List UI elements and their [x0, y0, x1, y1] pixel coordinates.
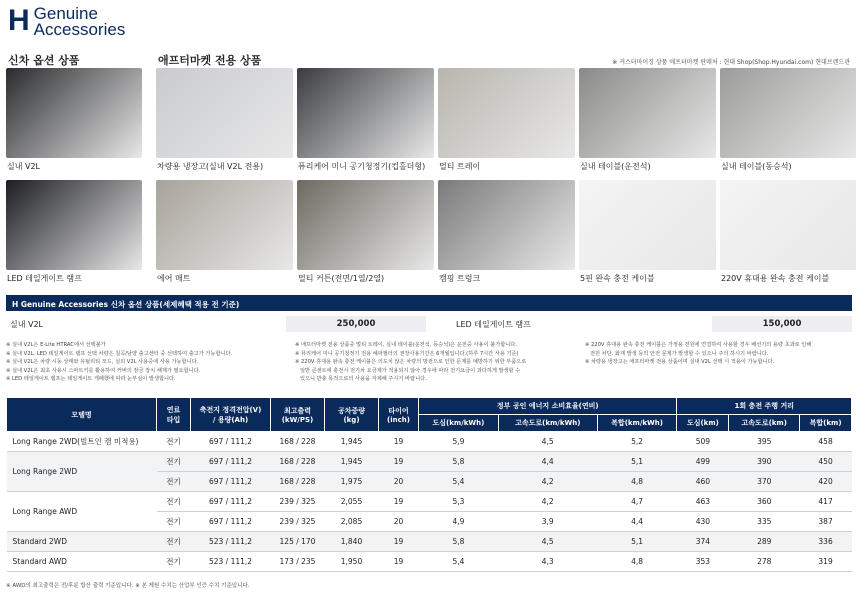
- car-fridge-photo: [156, 68, 293, 158]
- table-cell: 319: [800, 552, 852, 572]
- note-line: 일반 콘센트에 충전시 전기차 요금제가 적용되지 않아 경우에 따라 전기요금이 과다하게 발생할 수: [295, 367, 521, 374]
- table-cell: 239 / 325: [271, 512, 325, 532]
- table-cell: 417: [800, 492, 852, 512]
- air-mat-photo: [156, 180, 293, 270]
- table-cell: 20: [379, 472, 419, 492]
- note-line: ※ 220V 휴대용 완속 충전 케이블은 가정용 전원에 연결하여 사용할 경우 배선기의 용량 초과로 인해: [585, 342, 812, 348]
- table-cell: 450: [800, 452, 852, 472]
- col-comb-range: 복합(km): [800, 415, 852, 432]
- table-cell: 5,3: [419, 492, 499, 512]
- notes-factory: [6, 341, 286, 384]
- table-cell: 239 / 325: [271, 492, 325, 512]
- footnote: ※ AWD의 최고출력은 전/후륜 합산 출력 기준입니다. ※ 본 제원 수치는 산업부 인증 수치 기준입니다.: [6, 583, 250, 589]
- note-line: ※ 실내 V2L은 E-Lite HTRAC에서 선택불가: [6, 342, 106, 348]
- col-efficiency-group: 정부 공인 에너지 소비효율(연비): [419, 398, 677, 415]
- table-cell: 전기: [157, 472, 191, 492]
- product-caption: 실내 V2L: [7, 162, 41, 171]
- table-cell: 374: [677, 532, 729, 552]
- table-cell: 353: [677, 552, 729, 572]
- table-cell: 335: [729, 512, 800, 532]
- product-caption: 220V 휴대용 완속 충전 케이블: [721, 274, 830, 283]
- multi-curtain-photo: [297, 180, 434, 270]
- sales-channel-note: ※ 커스터마이징 상품 애프터마켓 판매처 : 현대 Shop(Shop.Hyundai.com) 현대브랜드관: [612, 59, 850, 66]
- table-cell: 523 / 111,2: [191, 552, 271, 572]
- table-cell: 336: [800, 532, 852, 552]
- brand-logo: [8, 6, 125, 38]
- col-fuel: 연료 타입: [157, 398, 191, 432]
- col-weight: 공차중량 (kg): [325, 398, 379, 432]
- col-comb-eff: 복합(km/kWh): [597, 415, 677, 432]
- note-line: 있으니 반충 목적으로의 사용을 자제해 주시기 바랍니다.: [295, 376, 427, 383]
- note-line: ※ 실내 V2L은 차량 시동 상태와 유틸리티 모드, 실외 V2L 사용중에 사용 가능합니다.: [6, 359, 199, 366]
- model-name: Long Range AWD: [7, 492, 157, 532]
- option-row-v2l: [6, 316, 426, 332]
- table-cell: 430: [677, 512, 729, 532]
- table-cell: 278: [729, 552, 800, 572]
- aftermarket-section-title: 애프터마켓 전용 상품: [158, 54, 262, 67]
- table-cell: 458: [800, 432, 852, 452]
- table-cell: 2,055: [325, 492, 379, 512]
- table-cell: 395: [729, 432, 800, 452]
- table-cell: 5,8: [419, 532, 499, 552]
- model-name: Long Range 2WD(빌트인 캠 미적용): [7, 432, 157, 452]
- table-cell: 1,975: [325, 472, 379, 492]
- option-label: 실내 V2L: [10, 319, 44, 329]
- camping-trunk-photo: [438, 180, 575, 270]
- col-city-eff: 도심(km/kWh): [419, 415, 499, 432]
- table-cell: 4,4: [597, 512, 677, 532]
- table-cell: 168 / 228: [271, 472, 325, 492]
- col-city-range: 도심(km): [677, 415, 729, 432]
- table-cell: 697 / 111,2: [191, 512, 271, 532]
- table-row: [7, 532, 852, 552]
- table-cell: 168 / 228: [271, 432, 325, 452]
- table-cell: 5,2: [597, 432, 677, 452]
- product-caption: 멀티 커튼(전면/1열/2열): [298, 274, 385, 283]
- option-row-tailgate-lamp: [452, 316, 852, 332]
- note-line: ※ 차량용 냉장고는 애프터마켓 전용 상품이며 실내 V2L 선택 시 적용이 가능합니다.: [585, 359, 775, 366]
- note-line: ※ 220V 휴대용 완속 충전 케이블은 의도치 않은 차량의 방전으로 인한 문제를 예방하기 위한 부품으로: [295, 359, 527, 366]
- table-cell: 4,9: [419, 512, 499, 532]
- table-cell: 1,950: [325, 552, 379, 572]
- table-cell: 370: [729, 472, 800, 492]
- product-caption: 에어 매트: [157, 274, 191, 283]
- model-name: Standard AWD: [7, 552, 157, 572]
- table-cell: 4,4: [498, 452, 597, 472]
- brand-line1: Genuine: [33, 4, 98, 23]
- table-cell: 전기: [157, 452, 191, 472]
- model-name: Standard 2WD: [7, 532, 157, 552]
- table-cell: 19: [379, 432, 419, 452]
- table-cell: 509: [677, 432, 729, 452]
- multi-tray-photo: [438, 68, 575, 158]
- col-tire: 타이어 (inch): [379, 398, 419, 432]
- portable-charging-cable-photo: [720, 180, 856, 270]
- product-caption: LED 테일게이트 램프: [7, 274, 82, 283]
- table-cell: 19: [379, 452, 419, 472]
- table-row: [7, 552, 852, 572]
- table-cell: 1,945: [325, 452, 379, 472]
- table-cell: 1,840: [325, 532, 379, 552]
- table-cell: 360: [729, 492, 800, 512]
- note-line: ※ 실내 V2L은 최초 사용시 스마트키를 활용하여 커버의 잠금 장치 해제가 필요합니다.: [6, 367, 201, 374]
- table-cell: 4,3: [498, 552, 597, 572]
- product-caption: 캠핑 트렁크: [439, 274, 481, 283]
- notes-charging: [585, 341, 853, 367]
- note-line: ※ 실내 V2L, LED 테일게이트 램프 선택 차량은 칠곡/남양 출고센터 중 선택하여 출고가 가능합니다.: [6, 350, 233, 357]
- model-name: Long Range 2WD: [7, 452, 157, 492]
- tailgate-lamp-photo: [6, 180, 142, 270]
- table-cell: 전기: [157, 512, 191, 532]
- option-price: 250,000: [286, 316, 426, 332]
- table-cell: 4,2: [498, 492, 597, 512]
- note-line: ※ LED 테일게이트 램프는 테일게이트 개폐했에 따라 눈부심이 발생합니다.: [6, 376, 176, 383]
- table-cell: 4,8: [597, 552, 677, 572]
- table-cell: 697 / 111,2: [191, 492, 271, 512]
- brand-letter: H: [8, 4, 30, 37]
- table-cell: 1,945: [325, 432, 379, 452]
- note-line: 전원 차단, 화재 발생 등의 안전 문제가 발생할 수 있으니 주의 하시기 바랍니다.: [585, 350, 769, 357]
- table-cell: 168 / 228: [271, 452, 325, 472]
- table-cell: 5,8: [419, 452, 499, 472]
- passenger-table-photo: [720, 68, 856, 158]
- spec-table: [6, 397, 852, 572]
- table-cell: 390: [729, 452, 800, 472]
- table-cell: 5,1: [597, 532, 677, 552]
- table-cell: 4,5: [498, 432, 597, 452]
- table-cell: 5,4: [419, 472, 499, 492]
- brand-line2: Accessories: [33, 20, 126, 39]
- charging-cable-5pin-photo: [579, 180, 716, 270]
- table-cell: 523 / 111,2: [191, 532, 271, 552]
- table-row: [7, 492, 852, 512]
- notes-aftermarket: [295, 341, 580, 384]
- product-caption: 실내 테이블(동승석): [721, 162, 792, 171]
- table-cell: 697 / 111,2: [191, 452, 271, 472]
- table-cell: 전기: [157, 492, 191, 512]
- col-hwy-eff: 고속도로(km/kWh): [498, 415, 597, 432]
- option-price: 150,000: [712, 316, 852, 332]
- air-purifier-photo: [297, 68, 434, 158]
- table-cell: 697 / 111,2: [191, 472, 271, 492]
- table-cell: 499: [677, 452, 729, 472]
- table-cell: 460: [677, 472, 729, 492]
- table-cell: 4,2: [498, 472, 597, 492]
- product-caption: 퓨리케어 미니 공기청정기(컵홀더형): [298, 162, 426, 171]
- table-cell: 387: [800, 512, 852, 532]
- table-cell: 420: [800, 472, 852, 492]
- table-cell: 289: [729, 532, 800, 552]
- table-cell: 5,9: [419, 432, 499, 452]
- table-cell: 697 / 111,2: [191, 432, 271, 452]
- col-range-group: 1회 충전 주행 거리: [677, 398, 852, 415]
- table-cell: 19: [379, 492, 419, 512]
- table-cell: 5,1: [597, 452, 677, 472]
- table-cell: 19: [379, 532, 419, 552]
- table-cell: 4,7: [597, 492, 677, 512]
- table-cell: 19: [379, 552, 419, 572]
- table-cell: 전기: [157, 432, 191, 452]
- col-model: 모델명: [7, 398, 157, 432]
- col-battery: 축전지 정격전압(V) / 용량(Ah): [191, 398, 271, 432]
- product-caption: 차량용 냉장고(실내 V2L 전용): [157, 162, 264, 171]
- factory-section-title: 신차 옵션 상품: [8, 54, 80, 67]
- v2l-outlet-photo: [6, 68, 142, 158]
- table-cell: 125 / 170: [271, 532, 325, 552]
- table-cell: 2,085: [325, 512, 379, 532]
- table-cell: 3,9: [498, 512, 597, 532]
- table-cell: 4,5: [498, 532, 597, 552]
- note-line: ※ 애프터마켓 전용 상품중 멀티 트레이, 실내 테이블(운전석, 동승석)은 운전중 사용이 불가합니다.: [295, 342, 517, 348]
- product-caption: 멀티 트레이: [439, 162, 481, 171]
- note-line: ※ 퓨리케어 미니 공기청정기 전용 헤파필터의 권장사용기간은 6개월입니다.(하루 7시간 사용 기준): [295, 350, 519, 357]
- table-cell: 5,4: [419, 552, 499, 572]
- col-output: 최고출력 (kW/PS): [271, 398, 325, 432]
- driver-table-photo: [579, 68, 716, 158]
- col-hwy-range: 고속도로(km): [729, 415, 800, 432]
- table-row: [7, 452, 852, 472]
- table-cell: 463: [677, 492, 729, 512]
- table-cell: 20: [379, 512, 419, 532]
- table-cell: 전기: [157, 532, 191, 552]
- product-caption: 5핀 완속 충전 케이블: [580, 274, 655, 283]
- product-caption: 실내 테이블(운전석): [580, 162, 651, 171]
- table-cell: 4,8: [597, 472, 677, 492]
- option-price-header: H Genuine Accessories 신차 옵션 상품(세제혜택 적용 전 기준): [6, 295, 852, 311]
- option-label: LED 테일게이트 램프: [456, 319, 531, 329]
- table-cell: 전기: [157, 552, 191, 572]
- table-row: [7, 432, 852, 452]
- table-cell: 173 / 235: [271, 552, 325, 572]
